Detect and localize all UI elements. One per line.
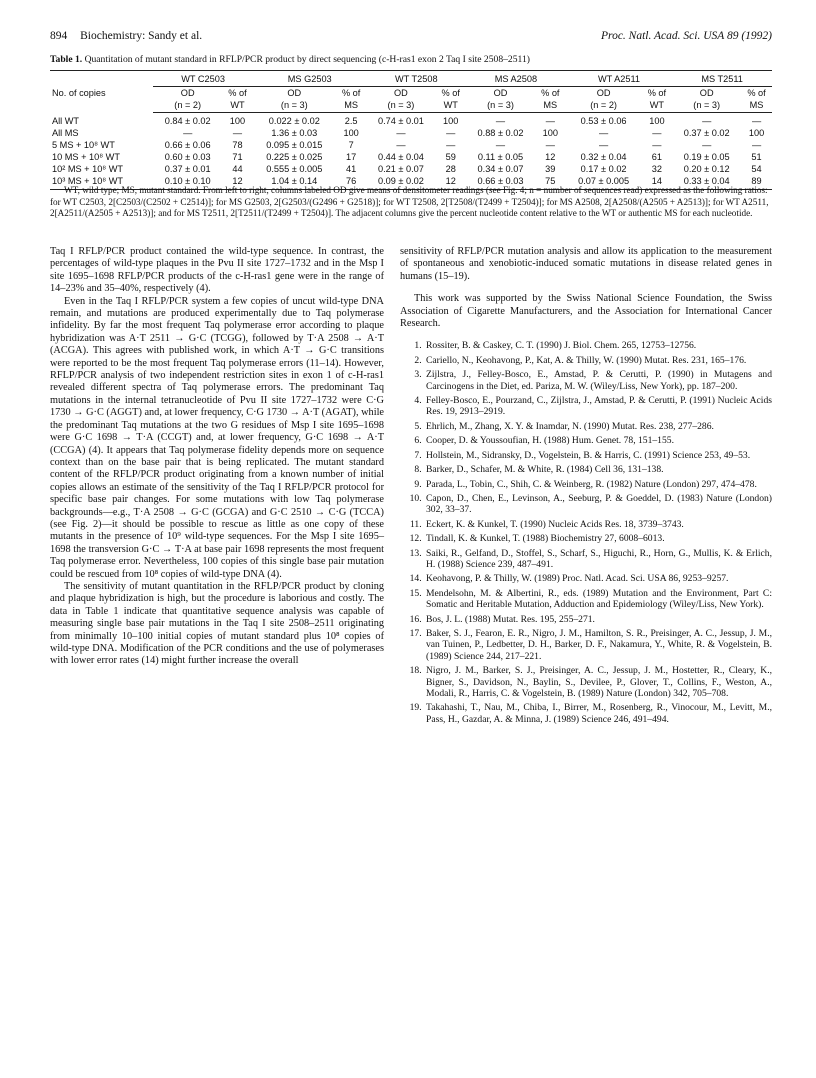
table-cell: 44	[232, 164, 243, 174]
table-cell: —	[446, 140, 456, 150]
row-label: 10³ MS + 10⁸ WT	[50, 175, 153, 190]
pct-unit-header: MS	[741, 99, 772, 113]
table-subheader-row-2	[50, 99, 772, 113]
table-cell: 0.11 ± 0.05	[477, 152, 524, 162]
table-cell: 100	[649, 116, 665, 126]
table-cell: 12	[222, 175, 253, 190]
pct-header: % of	[647, 88, 667, 98]
table-cell: —	[599, 128, 609, 138]
reference-item: 11. Eckert, K. & Kunkel, T. (1990) Nucleic Acids Res. 18, 3739–3743.	[424, 519, 772, 530]
table-group-header: MS G2503	[253, 71, 367, 87]
table-cell: 54	[751, 164, 762, 174]
table-cell: 100	[748, 128, 765, 138]
table-cell: 28	[445, 164, 456, 174]
table-cell: 78	[232, 140, 243, 150]
pct-header: % of	[747, 88, 766, 98]
od-header: OD	[596, 88, 611, 98]
od-header: OD	[699, 88, 714, 98]
n-header: (n = 3)	[253, 99, 336, 113]
table-cell: 100	[443, 116, 459, 126]
od-header: OD	[180, 88, 195, 98]
table-cell: 0.60 ± 0.03	[164, 152, 211, 162]
table-cell: 0.84 ± 0.02	[164, 116, 211, 126]
reference-item: 16. Bos, J. L. (1988) Mutat. Res. 195, 255–271.	[424, 614, 772, 625]
data-table	[50, 70, 772, 190]
table-cell: 0.225 ± 0.025	[266, 152, 323, 162]
table-row	[50, 113, 772, 128]
reference-item: 18. Nigro, J. M., Barker, S. J., Preisinger, A. C., Jessup, J. M., Hostetter, R., Cleary, K., Bigner, S., Davidson, N., Baylin, S., Devilee, P., Glover, T., Collins, F., Weston, A., Modali, R., Harris, C. & Vogelstein, B. (1989) Nature (London) 342, 705–708.	[424, 665, 772, 699]
table-cell: 7	[348, 140, 354, 150]
journal-section: Biochemistry: Sandy et al.	[80, 30, 203, 42]
table-cell: 59	[445, 152, 456, 162]
row-label: All MS	[52, 128, 79, 138]
table-cell: 0.09 ± 0.02	[367, 175, 436, 190]
pct-unit-header: MS	[535, 99, 566, 113]
table-label: Table 1.	[50, 54, 83, 65]
body-paragraph: sensitivity of RFLP/PCR mutation analysis and allow its application to the measurement of spontaneous and xenobiotic-induced somatic mutations in disease related genes in humans (15–19).	[400, 246, 772, 282]
pct-header: % of	[228, 88, 247, 98]
running-header-left	[50, 30, 212, 42]
row-label: 10² MS + 10⁸ WT	[52, 164, 124, 174]
table-group-header: WT T2508	[367, 71, 467, 87]
reference-item: 4. Felley-Bosco, E., Pourzand, C., Zijlstra, J., Amstad, P. & Cerutti, P. (1991) Nucleic Acids Res. 19, 2913–2919.	[424, 395, 772, 418]
table-footnote: WT, wild type; MS, mutant standard. From left to right, columns labeled OD give means of densitometer readings (see Fig. 4; n = number of sequences read) expressed as the following ratios: for WT C2503, 2[C2503/(C2502 + C2514)]; for MS G2503, 2[G2503/(G2496 + G2518)]; for WT T2508, 2[T2508/(T2499 + T2504)]; for MS A2508, 2[A2508/(A2505 + A2513)]; for WT A2511, 2[A2511/(A2505 + A2513)]; and for MS T2511, 2[T2511/(T2499 + T2504)]. The adjacent columns give the percent nucleotide content relative to the WT or authentic MS for each nucleotide.	[50, 185, 769, 219]
table-cell: 2.5	[344, 116, 358, 126]
od-header: OD	[287, 88, 302, 98]
table-cell: 61	[651, 152, 663, 162]
table-cell: 0.20 ± 0.12	[683, 164, 730, 174]
running-header	[50, 30, 772, 42]
table-cell: —	[232, 128, 243, 138]
pct-header: % of	[341, 88, 361, 98]
table-cell: 89	[741, 175, 772, 190]
table-cell: 0.53 ± 0.06	[580, 116, 627, 126]
reference-item: 8. Barker, D., Schafer, M. & White, R. (1984) Cell 36, 131–138.	[424, 464, 772, 475]
table-row	[50, 163, 772, 175]
row-header: No. of copies	[50, 71, 153, 113]
table-cell: 0.19 ± 0.05	[683, 152, 730, 162]
table-group-header: MS A2508	[466, 71, 566, 87]
table-caption-text: Quantitation of mutant standard in RFLP/PCR product by direct sequencing (c-H-ras1 exon 2 Taq I site 2508–2511)	[84, 54, 530, 65]
body-paragraph: Taq I RFLP/PCR product contained the wild-type sequence. In contrast, the percentages of wild-type plaques in the Pvu II site 1727–1732 and in the Msp I site 1695–1698 RFLP/PCR products of the c-H-ras1 gene were in the range of 14–23% and 35–40%, respectively (4).	[50, 246, 384, 295]
table-cell: 100	[542, 128, 558, 138]
table-cell: 0.66 ± 0.03	[466, 175, 535, 190]
table-cell: —	[702, 116, 712, 126]
table-cell: 32	[651, 164, 663, 174]
reference-item: 13. Saiki, R., Gelfand, D., Stoffel, S., Scharf, S., Higuchi, R., Horn, G., Mullis, K. & Erlich, H. (1988) Science 239, 487–491.	[424, 548, 772, 571]
table-cell: 0.555 ± 0.005	[266, 164, 323, 174]
n-header: (n = 2)	[566, 99, 642, 113]
table-cell: 100	[343, 128, 359, 138]
journal-citation: Proc. Natl. Acad. Sci. USA 89 (1992)	[601, 30, 772, 42]
body-paragraph: Even in the Taq I RFLP/PCR system a few copies of uncut wild-type DNA remain, and mutations are produced experimentally due to Taq polymerase infidelity. By far the most frequent Taq polymerase error according to plaque hybridization was A·T 2511 → G·C (TCGG), followed by T·A 2508 → A·T (ACGA). This agrees with published work, in which A·T → G·C transitions were reported to be the most frequent Taq polymerase errors (11–14). However, RFLP/PCR analysis of two independent restriction sites in exon 1 of c-H-ras1 revealed different spectra of Taq polymerase errors. The predominant Taq mutations in the internal tetranucleotide of Pvu II site 1727–1732 were C·G 1730 → G·C (AGGT) and, at lower frequency, C·G 1730 → A·T (AGAT), while the predominant Taq mutations at the two G residues of Msp I site 1695–1698 were G·C 1698 → T·A (CCGT) and, at lower frequency, G·C 1698 → A·T (CCGA) (4). It appears that Taq polymerase fidelity depends more on sequence context than on the base pair that is being replicated. The mutant standard content of the RFLP/PCR product originating from a known number of initial copies allows an estimate of the sensitivity of the Taq I RFLP/PCR protocol for specific base pair changes. For some mutations with low Taq polymerase backgrounds—e.g., T·A 2508 → G·C (GCGA) and G·C 2510 → C·G (TCCA) (see Fig. 2)—it should be possible to rescue as little as one copy of these mutants in the presence of 10⁹ wild-type sequences. For the Msp I site 1695–1698 the transversion G·C → T·A at base pair 1698 represents the most frequent Taq polymerase error. Nevertheless, 100 copies of this single base pair mutation could be rescued from 10⁸ copies of wild-type DNA (4).	[50, 295, 384, 580]
table-cell: 0.10 ± 0.10	[153, 175, 222, 190]
table-cell: 0.33 ± 0.04	[672, 175, 741, 190]
reference-item: 3. Zijlstra, J., Felley-Bosco, E., Amstad, P. & Cerutti, P. (1990) in Mutagens and Carcinogens in the Diet, ed. Pariza, M. W. (Wiley/Liss, New York), pp. 187–200.	[424, 369, 772, 392]
reference-item: 2. Cariello, N., Keohavong, P., Kat, A. & Thilly, W. (1990) Mutat. Res. 231, 165–176.	[424, 355, 772, 366]
table-group-header: MS T2511	[672, 71, 772, 87]
row-label: All WT	[52, 115, 80, 126]
reference-item: 12. Tindall, K. & Kunkel, T. (1988) Biochemistry 27, 6008–6013.	[424, 533, 772, 544]
reference-item: 1. Rossiter, B. & Caskey, C. T. (1990) J. Biol. Chem. 265, 12753–12756.	[424, 340, 772, 351]
table-cell: —	[396, 140, 406, 150]
table-cell: —	[495, 116, 506, 126]
n-header: (n = 3)	[672, 99, 741, 113]
table-cell: 0.21 ± 0.07	[377, 164, 424, 174]
reference-item: 14. Keohavong, P. & Thilly, W. (1989) Proc. Natl. Acad. Sci. USA 86, 9253–9257.	[424, 573, 772, 584]
table-cell: 0.17 ± 0.02	[580, 164, 627, 174]
pct-unit-header: MS	[336, 99, 367, 113]
table-cell: 14	[641, 175, 672, 190]
n-header: (n = 2)	[153, 99, 222, 113]
table-cell: —	[702, 140, 712, 150]
table-cell: 41	[346, 164, 357, 174]
table-cell: 17	[346, 152, 357, 162]
left-column	[50, 246, 384, 668]
table-cell: 1.36 ± 0.03	[271, 128, 318, 138]
table-cell: 1.04 ± 0.14	[253, 175, 336, 190]
table-cell: 100	[229, 116, 246, 126]
table-cell: 0.37 ± 0.01	[164, 164, 211, 174]
table-cell: —	[599, 140, 609, 150]
table-caption	[50, 54, 772, 66]
table-subheader-row	[50, 87, 772, 100]
od-header: OD	[493, 88, 508, 98]
reference-item: 17. Baker, S. J., Fearon, E. R., Nigro, J. M., Hamilton, S. R., Preisinger, A. C., Jessup, J. M., van Tuinen, P., Ledbetter, D. H., Barker, D. F., Nakamura, Y., White, R. & Vogelstein, B. (1989) Science 244, 217–221.	[424, 628, 772, 662]
pct-header: % of	[541, 88, 560, 98]
table-cell: 0.34 ± 0.07	[477, 164, 524, 174]
table-cell: 12	[435, 175, 466, 190]
table-row	[50, 127, 772, 139]
table-cell: 0.66 ± 0.06	[164, 140, 211, 150]
table-cell: 12	[545, 152, 556, 162]
pct-unit-header: WT	[222, 99, 253, 113]
table-row	[50, 139, 772, 151]
table-cell: —	[652, 128, 662, 138]
table-cell: 0.022 ± 0.02	[268, 116, 320, 126]
reference-item: 19. Takahashi, T., Nau, M., Chiba, I., Birrer, M., Rosenberg, R., Vinocour, M., Levitt, M., Pass, H., Gazdar, A. & Minna, J. (1989) Science 246, 491–494.	[424, 702, 772, 725]
table-group-header: WT C2503	[153, 71, 253, 87]
reference-item: 5. Ehrlich, M., Zhang, X. Y. & Inamdar, N. (1990) Mutat. Res. 238, 277–286.	[424, 421, 772, 432]
n-header: (n = 3)	[466, 99, 535, 113]
table-cell: 76	[336, 175, 367, 190]
reference-item: 9. Parada, L., Tobin, C., Shih, C. & Weinberg, R. (1982) Nature (London) 297, 474–478.	[424, 479, 772, 490]
n-header: (n = 3)	[367, 99, 436, 113]
page-number: 894	[50, 30, 68, 42]
reference-item: 7. Hollstein, M., Sidransky, D., Vogelstein, B. & Harris, C. (1991) Science 253, 49–53.	[424, 450, 772, 461]
table-row	[50, 151, 772, 163]
table-cell: —	[396, 128, 406, 138]
table-cell: —	[545, 116, 555, 126]
table-cell: —	[751, 116, 762, 126]
body-paragraph: The sensitivity of mutant quantitation in the RFLP/PCR product by cloning and plaque hybridization is high, but the procedure is laborious and costly. The data in Table 1 indicate that quantitative sequence analysis was capable of measuring single base pair mutations in the Taq I site 2508–2511 originating from minimally 10–100 initial copies of mutant standard plus 10⁸ copies of wild-type DNA. Modification of the PCR conditions and the use of polymerases with lower error rates (14) might further increase the overall	[50, 580, 384, 667]
row-label: 10 MS + 10⁸ WT	[52, 152, 120, 162]
table-cell: 75	[535, 175, 566, 190]
table-body	[50, 113, 772, 190]
table-cell: —	[751, 140, 762, 150]
reference-item: 10. Capon, D., Chen, E., Levinson, A., Seeburg, P. & Goeddel, D. (1983) Nature (London) 302, 33–37.	[424, 493, 772, 516]
table-cell: 0.74 ± 0.01	[377, 116, 424, 126]
table-cell: —	[652, 140, 662, 150]
reference-item: 15. Mendelsohn, M. & Albertini, R., eds. (1989) Mutation and the Environment, Part C: Somatic and Heritable Mutation, Adduction and Epidemiology (Wiley/Liss, New York).	[424, 588, 772, 611]
pct-unit-header: WT	[641, 99, 672, 113]
table-cell: —	[446, 128, 456, 138]
table-cell: 71	[232, 152, 243, 162]
reference-list	[400, 340, 772, 725]
table-cell: —	[495, 140, 506, 150]
table-cell: 0.095 ± 0.015	[266, 140, 323, 150]
table-cell: —	[545, 140, 555, 150]
table-cell: 0.88 ± 0.02	[477, 128, 524, 138]
table-cell: 0.37 ± 0.02	[683, 128, 730, 138]
table-cell: 0.32 ± 0.04	[580, 152, 627, 162]
table-cell: 0.07 ± 0.005	[566, 175, 642, 190]
table-cell: —	[183, 128, 193, 138]
row-label: 5 MS + 10⁸ WT	[52, 140, 115, 150]
pct-unit-header: WT	[435, 99, 466, 113]
table-group-header-row	[50, 71, 772, 87]
reference-item: 6. Cooper, D. & Youssoufian, H. (1988) Hum. Genet. 78, 151–155.	[424, 435, 772, 446]
od-header: OD	[394, 88, 408, 98]
table-cell: 0.44 ± 0.04	[377, 152, 424, 162]
pct-header: % of	[441, 88, 460, 98]
acknowledgment: This work was supported by the Swiss National Science Foundation, the Swiss Association of Cigarette Manufacturers, and the Association for International Cancer Research.	[400, 293, 772, 330]
table-group-header: WT A2511	[566, 71, 673, 87]
table-cell: 51	[751, 152, 762, 162]
right-column	[400, 246, 772, 728]
table-cell: 39	[545, 164, 556, 174]
